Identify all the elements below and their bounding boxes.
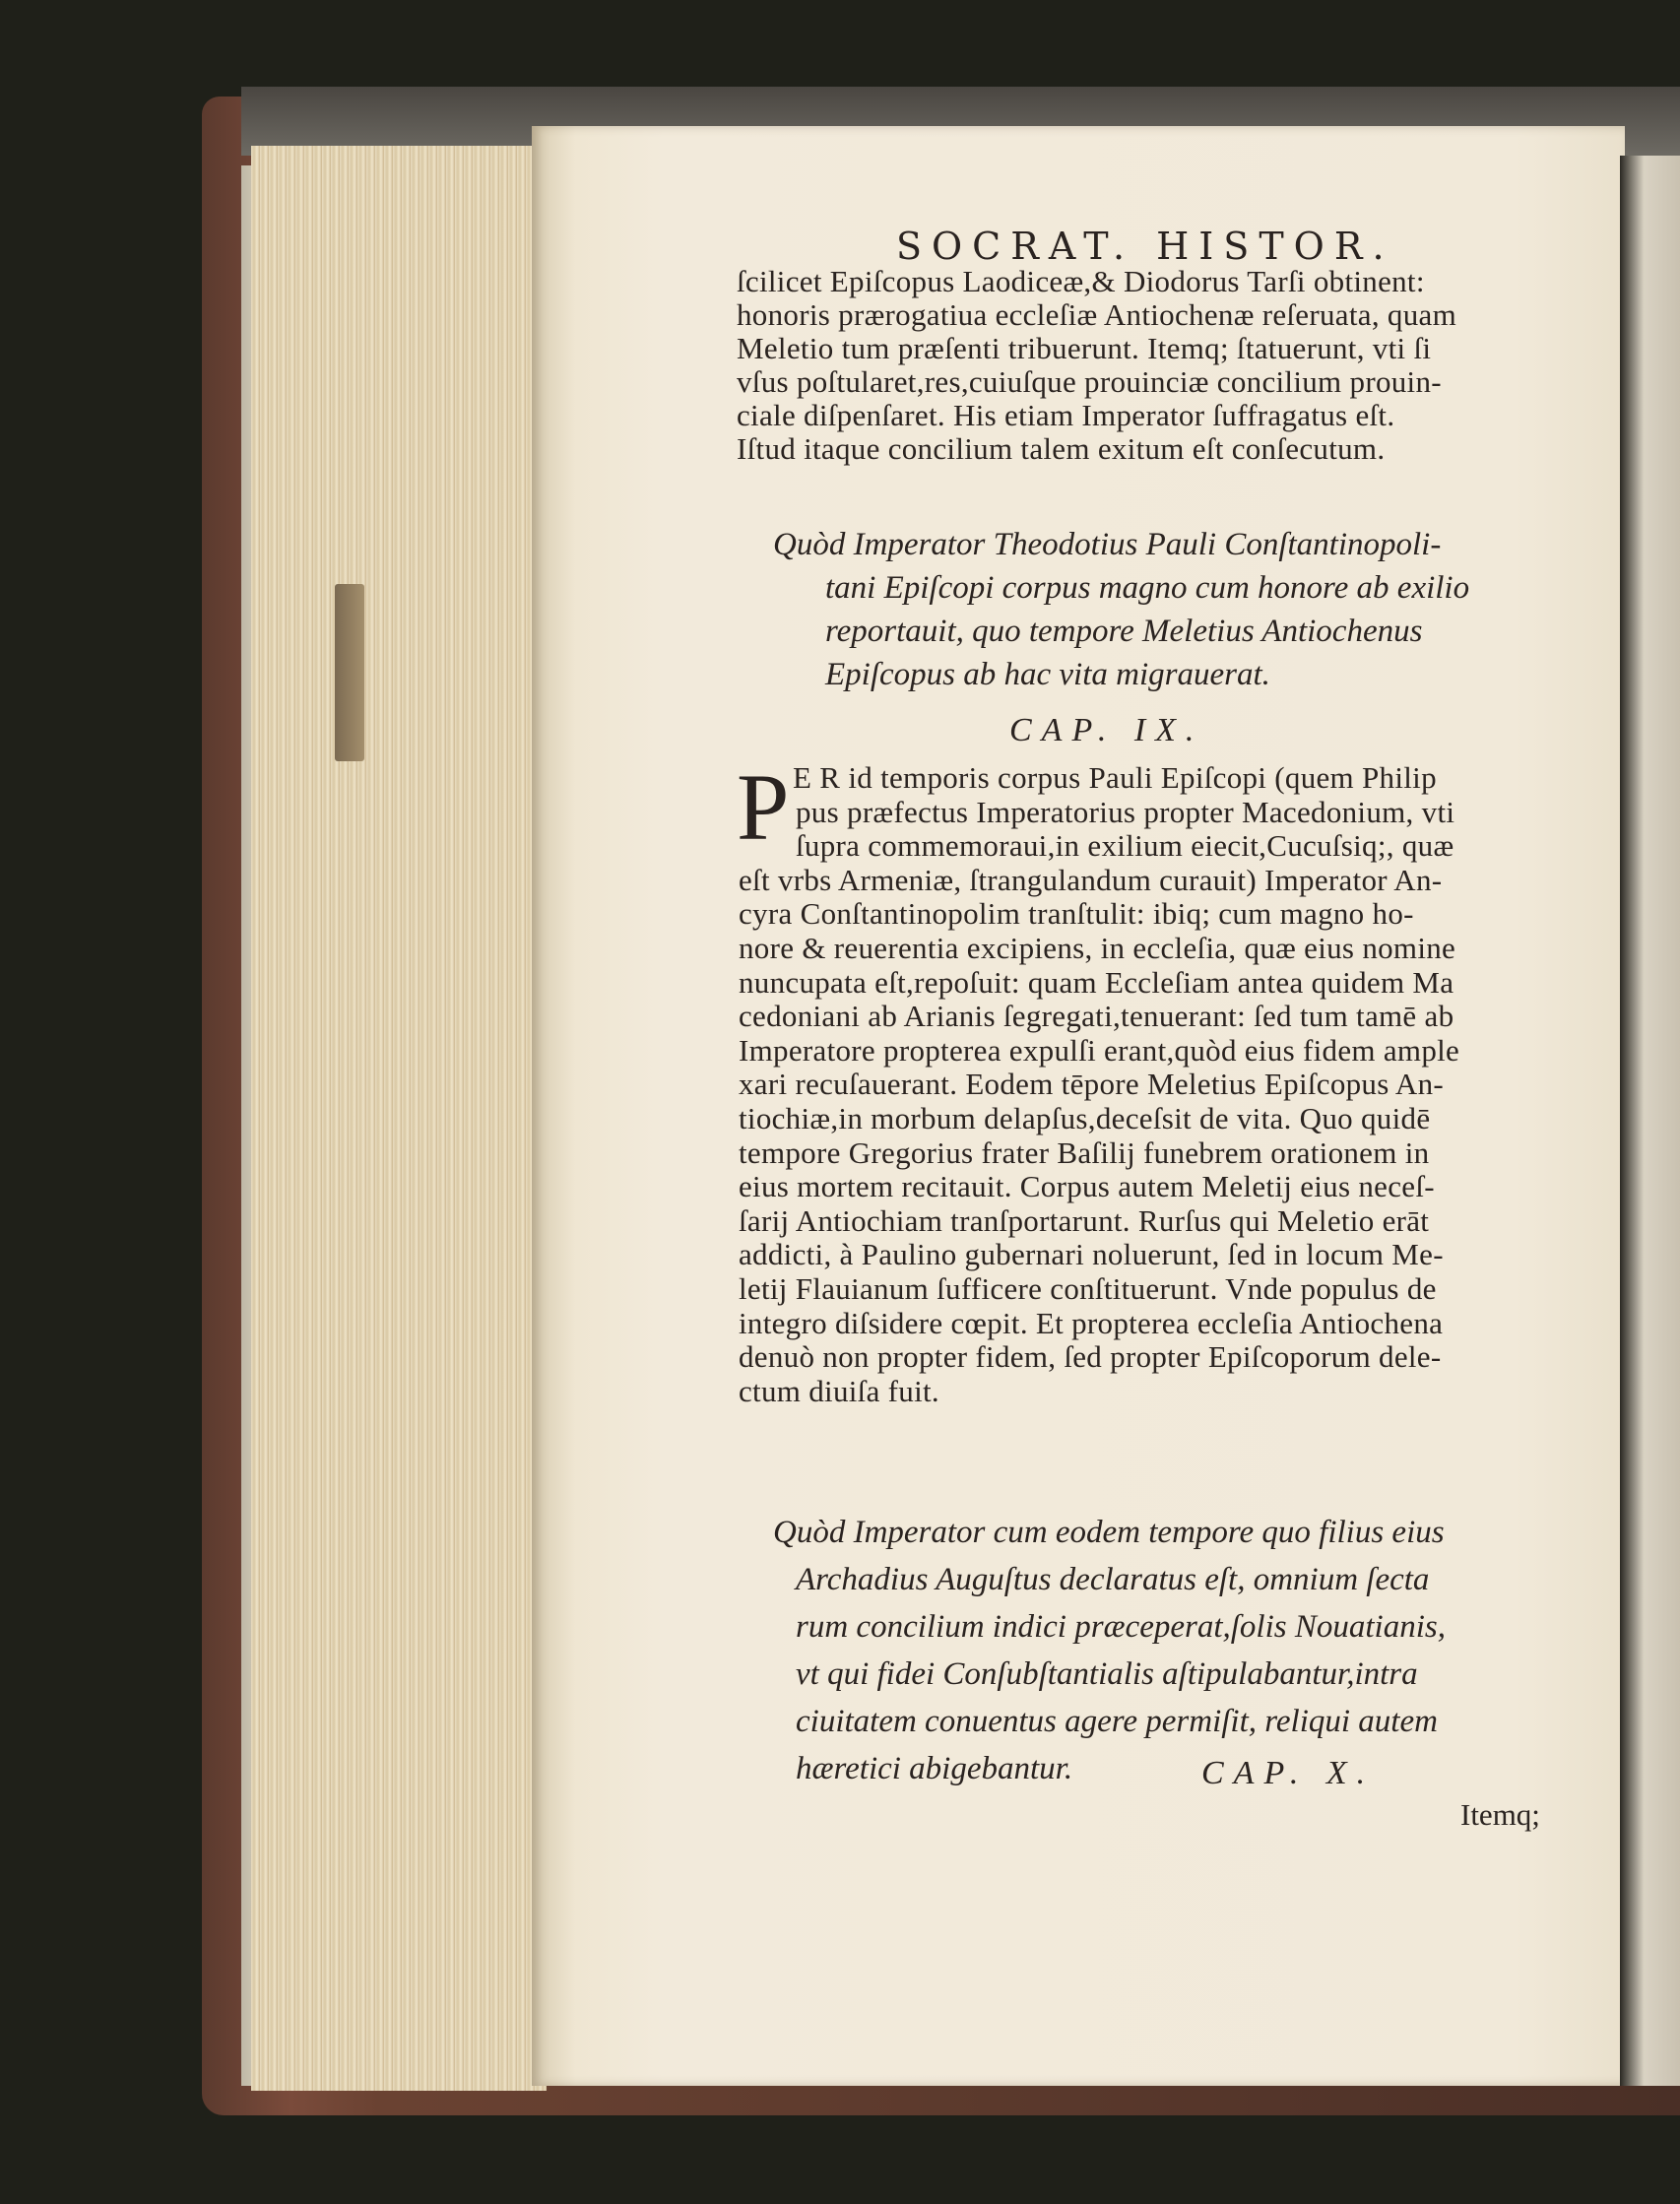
- text-line: rum concilium indici præceperat,ſolis Nouatianis,: [796, 1609, 1446, 1645]
- facing-page-edge: [1620, 156, 1680, 2086]
- text-line: eius mortem recitauit. Corpus autem Meletij eius neceſ-: [739, 1169, 1435, 1204]
- text-line: Iſtud itaque concilium talem exitum eſt conſecutum.: [737, 431, 1386, 466]
- text-line: ciuitatem conuentus agere permiſit, reliqui autem: [796, 1704, 1438, 1739]
- text-line: tempore Gregorius frater Baſilij funebrem orationem in: [739, 1134, 1430, 1170]
- text-line: ciale diſpenſaret. His etiam Imperator ſuffragatus eſt.: [737, 398, 1395, 432]
- text-line: nuncupata eſt,repoſuit: quam Eccleſiam antea quidem Ma: [739, 964, 1454, 1000]
- text-line: letij Flauianum ſufficere conſtituerunt. Vnde populus de: [739, 1271, 1437, 1306]
- text-line: E R id temporis corpus Pauli Epiſcopi (quem Philip: [793, 760, 1437, 795]
- text-line: ſarij Antiochiam tranſportarunt. Rurſus qui Meletio erāt: [739, 1202, 1430, 1238]
- text-line: ſupra commemoraui,in exilium eiecit,Cucuſsiq;, quæ: [796, 828, 1454, 864]
- text-line: xari recuſauerant. Eodem tēpore Meletius Epiſcopus An-: [739, 1067, 1445, 1102]
- chapter-number-x: CAP. X.: [1201, 1755, 1376, 1791]
- text-line: reportauit, quo tempore Meletius Antiochenus: [825, 614, 1423, 649]
- text-line: Quòd Imperator Theodotius Pauli Conſtantinopoli-: [773, 527, 1442, 562]
- clasp: [335, 584, 364, 761]
- drop-cap: P: [737, 754, 790, 860]
- text-line: Epiſcopus ab hac vita migrauerat.: [825, 657, 1270, 692]
- text-line: integro diſsidere cœpit. Et propterea eccleſia Antiochena: [739, 1305, 1444, 1340]
- text-line: Archadius Auguſtus declaratus eſt, omnium ſecta: [796, 1562, 1430, 1597]
- text-line: Quòd Imperator cum eodem tempore quo filius eius: [773, 1515, 1445, 1550]
- text-line: tiochiæ,in morbum delapſus,deceſsit de vita. Quo quidē: [739, 1101, 1431, 1135]
- text-line: ſcilicet Epiſcopus Laodiceæ,& Diodorus Tarſi obtinent:: [737, 264, 1425, 298]
- page-edges: [251, 146, 547, 2091]
- text-line: hæretici abigebantur.: [796, 1751, 1073, 1786]
- chapter-number-ix: CAP. IX.: [1009, 712, 1204, 748]
- text-line: tani Epiſcopi corpus magno cum honore ab exilio: [825, 570, 1470, 606]
- text-line: Imperatore propterea expulſi erant,quòd eius fidem ample: [739, 1032, 1460, 1068]
- text-line: cedoniani ab Arianis ſegregati,tenuerant: ſed tum tamē ab: [739, 999, 1454, 1034]
- text-line: addicti, à Paulino gubernari noluerunt, ſed in locum Me-: [739, 1237, 1444, 1272]
- text-line: pus præfectus Imperatorius propter Macedonium, vti: [796, 794, 1455, 829]
- text-line: vt qui fidei Conſubſtantialis aſtipulabantur,intra: [796, 1656, 1418, 1692]
- text-line: eſt vrbs Armeniæ, ſtrangulandum curauit) Imperator An-: [739, 862, 1443, 897]
- running-head: SOCRAT. HISTOR.: [896, 225, 1394, 268]
- text-line: honoris prærogatiua eccleſiæ Antiochenæ reſeruata, quam: [737, 297, 1456, 332]
- text-line: ctum diuiſa fuit.: [739, 1373, 939, 1408]
- catchword: Itemq;: [1460, 1797, 1540, 1832]
- text-line: nore & reuerentia excipiens, in eccleſia, quæ eius nomine: [739, 931, 1456, 965]
- text-line: cyra Conſtantinopolim tranſtulit: ibiq; cum magno ho-: [739, 896, 1414, 932]
- text-line: denuò non propter fidem, ſed propter Epiſcoporum dele-: [739, 1339, 1442, 1375]
- text-line: Meletio tum præſenti tribuerunt. Itemq; ſtatuerunt, vti ſi: [737, 331, 1432, 365]
- text-line: vſus poſtularet,res,cuiuſque prouinciæ concilium prouin-: [737, 364, 1442, 399]
